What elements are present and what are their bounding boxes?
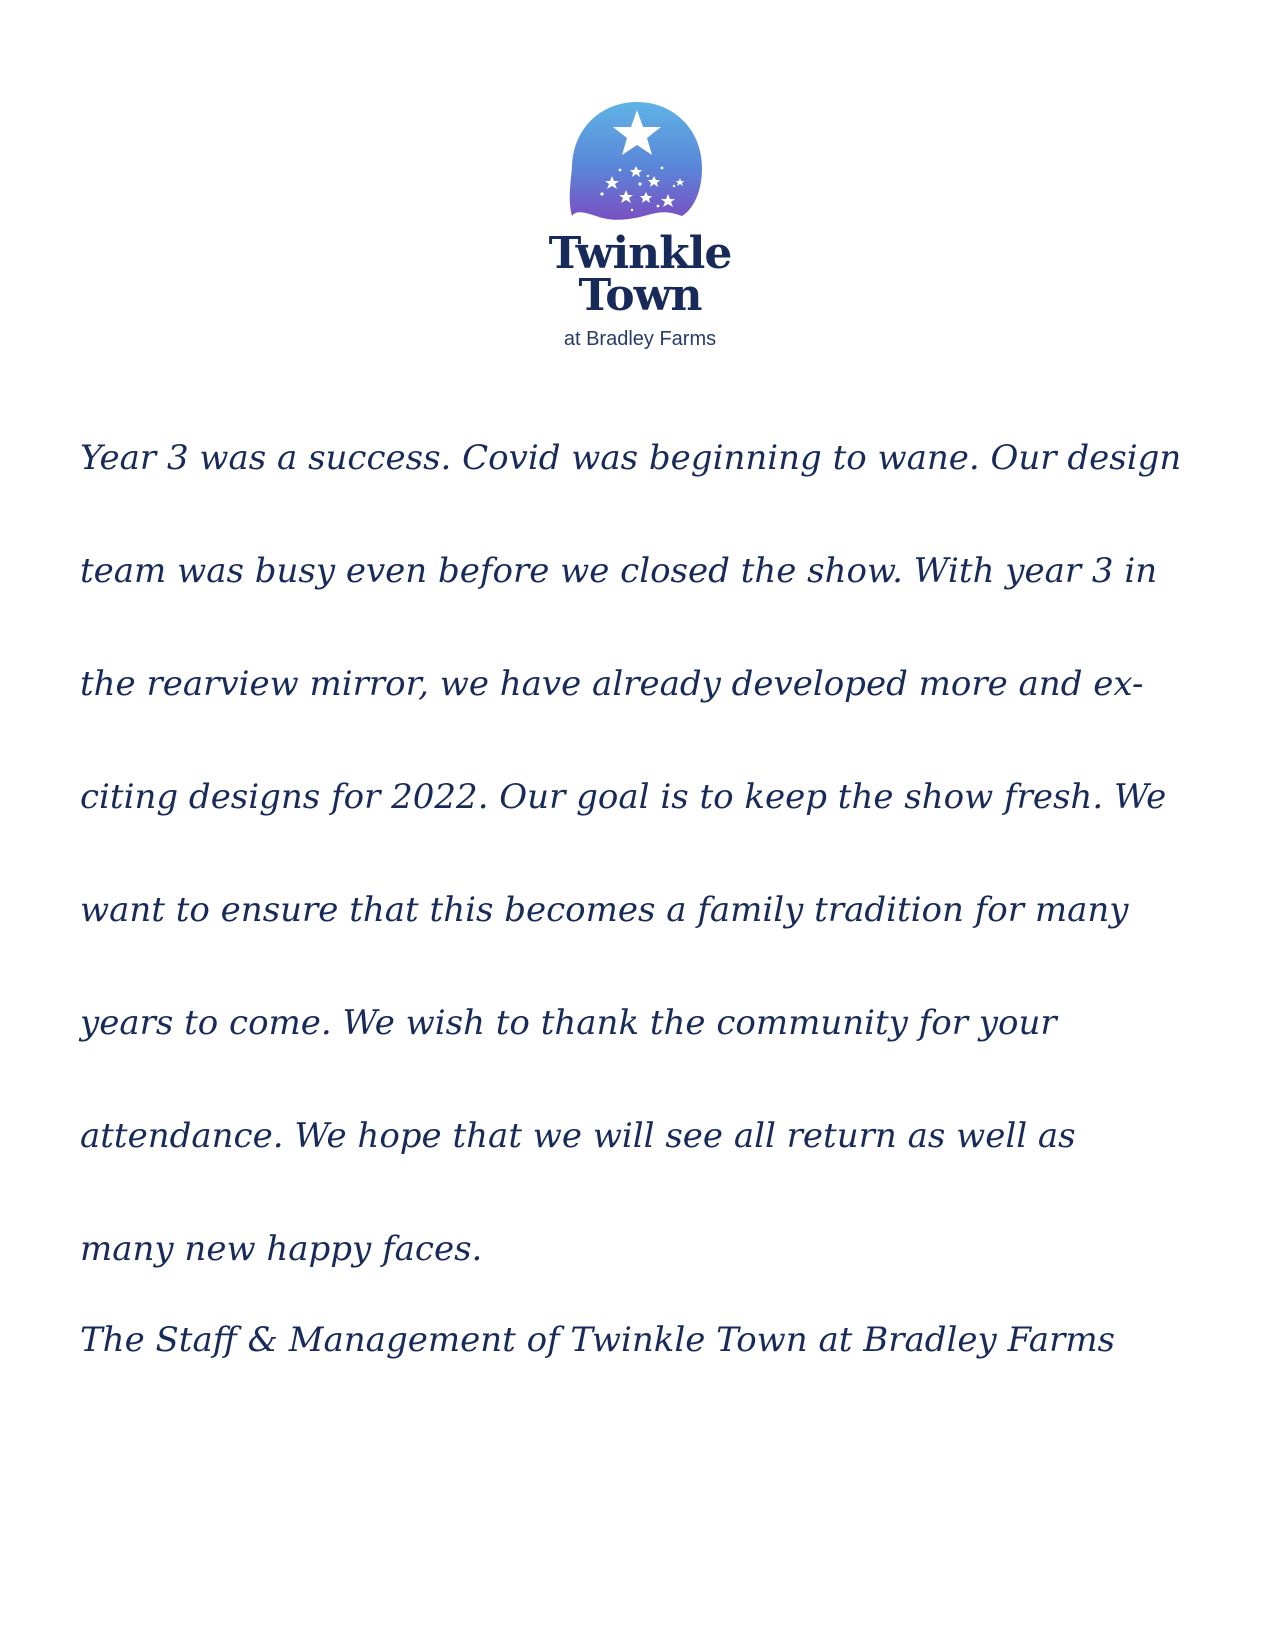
letter-body [80,402,1200,1306]
letter-signature: The Staff & Management of Twinkle Town at Bradley Farms [80,1320,1116,1360]
body-line: Year 3 was a success. Covid was beginning to wane. Our design [80,438,1182,478]
body-line: citing designs for 2022. Our goal is to keep the show fresh. We [80,777,1167,817]
body-line: many new happy faces. [80,1229,483,1269]
logo-subtitle: at Bradley Farms [563,328,717,350]
body-line: want to ensure that this becomes a family tradition for many [80,890,1129,930]
body-line: the rearview mirror, we have already developed more and ex- [80,664,1144,704]
star-moon-icon [562,98,712,238]
logo-name-line2: Town [578,270,702,321]
body-line: years to come. We wish to thank the community for your [80,1003,1057,1043]
body-line: attendance. We hope that we will see all return as well as [80,1116,1076,1156]
twinkle-town-logo [520,98,760,360]
logo-wordmark [520,228,760,321]
logo-name-line1: Twinkle [548,228,732,279]
body-line: team was busy even before we closed the show. With year 3 in [80,551,1158,591]
